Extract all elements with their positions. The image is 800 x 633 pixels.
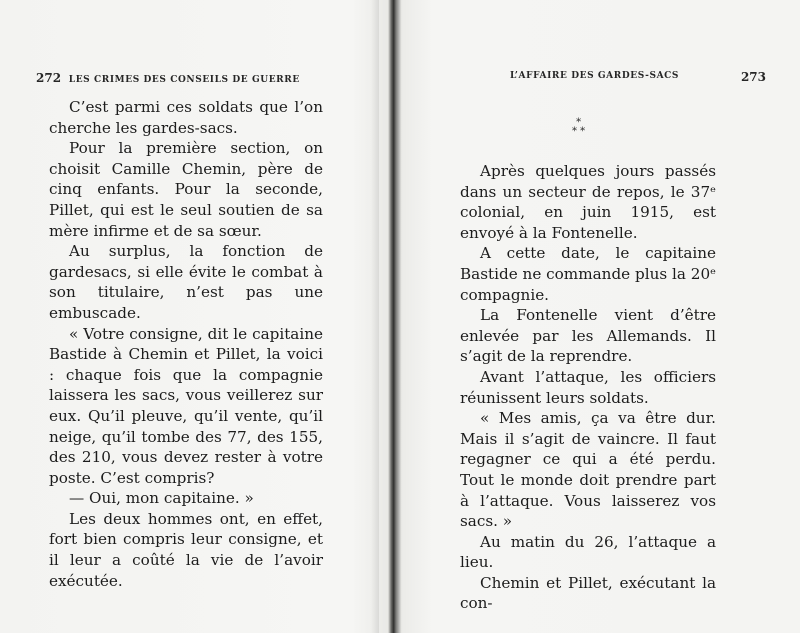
right-running-head	[510, 70, 768, 84]
left-paragraph-5: — Oui, mon capitaine. »	[69, 489, 254, 508]
left-body-text	[49, 97, 323, 591]
left-paragraph-1: C’est parmi ces soldats que l’on cherche les gardes-sacs.	[49, 98, 323, 137]
left-paragraph-3: Au surplus, la fonction de gardesacs, si elle évite le combat à son titulaire, n’est pas une embuscade.	[49, 242, 323, 322]
right-paragraph-5: « Mes amis, ça va être dur. Mais il s’agit de vaincre. Il faut regagner ce qui a été perdu. Tout le monde doit prendre part à l’attaque. Vous laisserez vos sacs. »	[460, 409, 716, 531]
right-paragraph-7: Chemin et Pillet, exécutant la con-	[460, 573, 716, 613]
right-body-text	[460, 161, 716, 614]
ornament-bottom-stars: * *	[572, 126, 586, 137]
left-page-number: 272	[36, 71, 62, 85]
right-paragraph-1: Après quelques jours passés dans un secteur de repos, le 37ᵉ colonial, en juin 1915, est envoyé à la Fontenelle.	[460, 162, 716, 242]
left-running-head	[36, 71, 300, 85]
right-paragraph-4: Avant l’attaque, les officiers réunissent leurs soldats.	[460, 367, 716, 407]
ornament-top-star: *	[576, 117, 582, 128]
left-paragraph-2: Pour la première section, on choisit Camille Chemin, père de cinq enfants. Pour la seconde, Pillet, qui est le seul soutien de sa mère infirme et de sa sœur.	[49, 139, 323, 240]
left-header-title: LES CRIMES DES CONSEILS DE GUERRE	[68, 75, 300, 85]
right-page-number: 273	[740, 70, 766, 84]
right-paragraph-3: La Fontenelle vient d’être enlevée par les Allemands. Il s’agit de la reprendre.	[460, 306, 716, 366]
right-page	[394, 0, 800, 633]
right-header-title: L’AFFAIRE DES GARDES-SACS	[510, 71, 680, 81]
right-paragraph-2: A cette date, le capitaine Bastide ne commande plus la 20ᵉ compagnie.	[460, 244, 716, 304]
right-paragraph-6: Au matin du 26, l’attaque a lieu.	[460, 532, 716, 572]
left-paragraph-6: Les deux hommes ont, en effet, fort bien compris leur consigne, et il leur a coûté la vie de l’avoir exécutée.	[49, 509, 323, 590]
left-page	[0, 0, 385, 633]
section-break-ornament	[572, 118, 585, 136]
left-paragraph-4: « Votre consigne, dit le capitaine Bastide à Chemin et Pillet, la voici : chaque fois que la compagnie laissera les sacs, vous veillerez sur eux. Qu’il pleuve, qu’il vente, qu’il neige, qu’il tombe des 77, des 155, des 210, vous devez rester à votre poste. C’est compris?	[49, 324, 323, 487]
